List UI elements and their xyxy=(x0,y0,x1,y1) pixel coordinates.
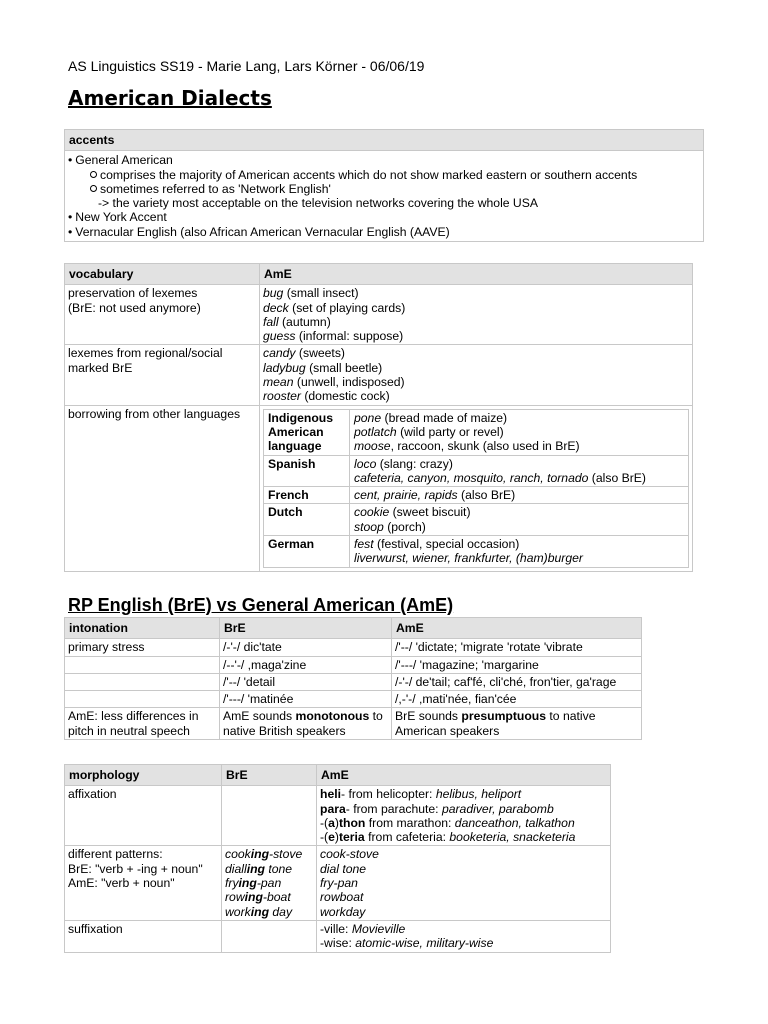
cell: /'--/ 'dictate; 'migrate 'rotate 'vibrate xyxy=(392,639,642,656)
table-row xyxy=(65,285,693,345)
text-run: potlatch xyxy=(354,424,397,439)
gloss: (unwell, indisposed) xyxy=(293,375,405,390)
text-run: dial tone xyxy=(320,861,367,876)
text-run: -ville: xyxy=(320,921,352,936)
text-run: (porch) xyxy=(383,519,426,534)
text-run: -stove xyxy=(269,847,303,862)
circle-bullet-icon xyxy=(90,185,97,192)
text-run: (also BrE) xyxy=(588,470,646,485)
text-run: BrE sounds xyxy=(395,709,462,724)
text-run: day xyxy=(269,904,293,919)
cell: /,-'-/ ,mati'née, fian'cée xyxy=(392,691,642,708)
text-run: moose xyxy=(354,439,391,454)
term: ladybug xyxy=(263,360,306,375)
label-line: lexemes from regional/social marked BrE xyxy=(68,346,223,375)
gloss: (autumn) xyxy=(278,314,331,329)
row-label xyxy=(65,405,260,571)
label-line: borrowing from other languages xyxy=(68,406,241,421)
document-header: AS Linguistics SS19 - Marie Lang, Lars Körner - 06/06/19 xyxy=(68,58,425,74)
term: deck xyxy=(263,300,289,315)
list-item-text: sometimes referred to as 'Network English' xyxy=(100,181,331,196)
intonation-table xyxy=(64,617,642,740)
cell: /-'-/ dic'tate xyxy=(220,639,392,656)
table-row xyxy=(65,639,642,656)
text-run: cook-stove xyxy=(320,847,379,862)
cell xyxy=(392,708,642,740)
vocab-entry xyxy=(263,315,689,329)
cell-line: AmE: "verb + noun" xyxy=(68,876,175,891)
text-run: fry-pan xyxy=(320,876,358,891)
borrowing-row xyxy=(264,455,689,487)
text-run: from cafeteria: xyxy=(364,830,450,845)
table-row xyxy=(65,405,693,571)
list-item xyxy=(68,225,700,239)
cell: /'--/ 'detail xyxy=(220,673,392,690)
text-run: fry xyxy=(225,876,239,891)
text-run: workday xyxy=(320,904,366,919)
circle-bullet-icon xyxy=(90,171,97,178)
text-run: fest xyxy=(354,537,374,552)
cell-line xyxy=(225,876,313,890)
cell xyxy=(317,786,611,846)
text-run: cent, prairie, rapids xyxy=(354,488,458,503)
section-title: RP English (BrE) vs General American (AmE) xyxy=(68,595,454,615)
bullet-icon: • xyxy=(68,224,73,239)
word-line xyxy=(354,537,684,551)
list-item xyxy=(68,182,700,196)
accents-table xyxy=(64,129,704,242)
vocab-entry xyxy=(263,361,689,375)
text-run: ) xyxy=(334,815,339,830)
borrowing-row xyxy=(264,536,689,568)
row-values xyxy=(260,285,693,345)
cell-line xyxy=(225,847,313,861)
cell-line xyxy=(225,890,313,904)
text-run: Movieville xyxy=(351,921,406,936)
list-item xyxy=(68,210,700,224)
vocabulary-table xyxy=(64,263,693,572)
language-label: German xyxy=(264,536,350,568)
vocab-entry xyxy=(263,389,689,403)
table-row xyxy=(65,708,642,740)
label-line: (BrE: not used anymore) xyxy=(68,300,201,315)
cell xyxy=(65,846,222,920)
text-run: ing xyxy=(250,847,270,862)
borrowing-row xyxy=(264,504,689,536)
text-run: atomic-wise, military-wise xyxy=(355,936,494,951)
list-item xyxy=(68,153,700,167)
text-run: -pan xyxy=(256,876,282,891)
text-run: monotonous xyxy=(295,709,370,724)
text-run: tone xyxy=(264,861,293,876)
word-line xyxy=(354,457,684,471)
text-run: stoop xyxy=(354,519,384,534)
table-row xyxy=(65,345,693,405)
cell xyxy=(317,846,611,920)
cell: /'---/ 'matinée xyxy=(220,691,392,708)
text-run: teria xyxy=(338,830,365,845)
intonation-header: intonation xyxy=(65,618,220,639)
language-words xyxy=(350,536,689,568)
table-row xyxy=(65,656,642,673)
borrowing-row xyxy=(264,409,689,455)
text-run: ing xyxy=(250,904,270,919)
cell: AmE: less differences in pitch in neutral speech xyxy=(65,708,220,740)
language-label: French xyxy=(264,487,350,504)
text-run: -( xyxy=(320,815,329,830)
ame-header: AmE xyxy=(317,765,611,786)
term: fall xyxy=(263,314,279,329)
text-run: (also BrE) xyxy=(457,488,516,503)
cell: primary stress xyxy=(65,639,220,656)
word-line xyxy=(354,471,684,485)
cell-line: affixation xyxy=(68,787,117,802)
bullet-icon: • xyxy=(68,153,73,168)
word-line xyxy=(354,411,684,425)
cell xyxy=(65,691,220,708)
gloss: (small insect) xyxy=(283,286,359,301)
vocab-entry xyxy=(263,346,689,360)
vocab-entry xyxy=(263,286,689,300)
text-run: (slang: crazy) xyxy=(376,456,453,471)
text-run: -( xyxy=(320,830,329,845)
row-values xyxy=(260,405,693,571)
text-run: ) xyxy=(334,830,339,845)
text-run: thon xyxy=(338,815,366,830)
morphology-header: morphology xyxy=(65,765,222,786)
list-item-text: comprises the majority of American accents which do not show marked eastern or southern accents xyxy=(100,167,638,182)
list-item-text: General American xyxy=(75,153,173,168)
gloss: (set of playing cards) xyxy=(288,300,406,315)
list-item xyxy=(68,168,700,182)
table-row xyxy=(65,786,611,846)
text-run: helibus, heliport xyxy=(435,787,522,802)
gloss: (small beetle) xyxy=(305,360,383,375)
cell-line xyxy=(320,847,607,861)
label-line: preservation of lexemes xyxy=(68,286,198,301)
text-run: ing xyxy=(246,861,265,876)
text-run: ing xyxy=(238,876,257,891)
row-values xyxy=(260,345,693,405)
cell: /--'-/ ,maga'zine xyxy=(220,656,392,673)
term: guess xyxy=(263,329,296,344)
table-row xyxy=(65,673,642,690)
bullet-icon: • xyxy=(68,210,73,225)
table-row xyxy=(65,846,611,920)
text-run: danceathon, talkathon xyxy=(454,815,575,830)
cell-line: BrE: "verb + -ing + noun" xyxy=(68,861,203,876)
cell-line xyxy=(320,862,607,876)
bre-header: BrE xyxy=(220,618,392,639)
gloss: (sweets) xyxy=(295,346,345,361)
word-line xyxy=(354,505,684,519)
cell-line xyxy=(320,905,607,919)
text-run: cookie xyxy=(354,505,390,520)
text-run: para xyxy=(320,801,346,816)
vocab-entry xyxy=(263,329,689,343)
text-run: work xyxy=(225,904,251,919)
cell-line xyxy=(320,876,607,890)
list-item xyxy=(68,196,700,210)
text-run: (sweet biscuit) xyxy=(389,505,471,520)
borrowing-row xyxy=(264,487,689,504)
word-line xyxy=(354,425,684,439)
list-item-text: -> the variety most acceptable on the television networks covering the whole USA xyxy=(98,196,538,211)
borrowing-table xyxy=(263,409,689,568)
cell-line xyxy=(320,816,607,830)
text-run: e xyxy=(328,830,335,845)
cell xyxy=(222,786,317,846)
text-run: diall xyxy=(225,861,247,876)
table-row xyxy=(65,691,642,708)
cell xyxy=(65,656,220,673)
term: bug xyxy=(263,286,284,301)
word-line xyxy=(354,488,684,502)
text-run: pone xyxy=(354,410,382,425)
text-run: cook xyxy=(225,847,251,862)
word-line xyxy=(354,551,684,565)
language-words xyxy=(350,504,689,536)
cell xyxy=(65,673,220,690)
text-run: ing xyxy=(244,890,263,905)
gloss: (domestic cock) xyxy=(300,389,390,404)
cell xyxy=(65,920,222,952)
term: rooster xyxy=(263,389,301,404)
text-run: cafeteria, canyon, mosquito, ranch, tornado xyxy=(354,470,589,485)
cell-line xyxy=(320,922,607,936)
cell-line xyxy=(320,830,607,844)
text-run: -wise: xyxy=(320,936,356,951)
page-title: American Dialects xyxy=(68,86,272,110)
text-run: row xyxy=(225,890,245,905)
cell xyxy=(65,786,222,846)
word-line xyxy=(354,520,684,534)
vocab-entry xyxy=(263,301,689,315)
morphology-table xyxy=(64,764,611,953)
text-run: (festival, special occasion) xyxy=(373,537,520,552)
cell xyxy=(220,708,392,740)
text-run: heli xyxy=(320,787,341,802)
text-run: rowboat xyxy=(320,890,364,905)
cell-line xyxy=(320,890,607,904)
text-run: loco xyxy=(354,456,377,471)
cell-line xyxy=(225,862,313,876)
cell: /'---/ 'magazine; 'margarine xyxy=(392,656,642,673)
accents-list xyxy=(65,151,704,242)
cell xyxy=(317,920,611,952)
vocabulary-header: vocabulary xyxy=(65,264,260,285)
language-label: Dutch xyxy=(264,504,350,536)
text-run: from marathon: xyxy=(365,815,455,830)
text-run: (wild party or revel) xyxy=(396,424,504,439)
text-run: , raccoon, skunk (also used in BrE) xyxy=(390,439,580,454)
text-run: AmE sounds xyxy=(223,709,296,724)
text-run: paradiver, parabomb xyxy=(441,801,554,816)
gloss: (informal: suppose) xyxy=(295,329,404,344)
language-label: Spanish xyxy=(264,455,350,487)
cell-line: different patterns: xyxy=(68,847,163,862)
language-words xyxy=(350,455,689,487)
cell-line: suffixation xyxy=(68,921,123,936)
text-run: - from helicopter: xyxy=(341,787,436,802)
cell-line xyxy=(320,802,607,816)
cell xyxy=(222,846,317,920)
word-line xyxy=(354,439,684,453)
text-run: liverwurst, wiener, frankfurter, (ham)burger xyxy=(354,551,583,566)
ame-header: AmE xyxy=(260,264,693,285)
language-words xyxy=(350,487,689,504)
text-run: presumptuous xyxy=(461,709,547,724)
text-run: a xyxy=(328,815,335,830)
bre-header: BrE xyxy=(222,765,317,786)
cell xyxy=(222,920,317,952)
text-run: -boat xyxy=(262,890,291,905)
list-item-text: Vernacular English (also African American Vernacular English (AAVE) xyxy=(75,224,450,239)
text-run: (bread made of maize) xyxy=(381,410,508,425)
row-label xyxy=(65,285,260,345)
accents-heading: accents xyxy=(65,130,704,151)
language-label: Indigenous American language xyxy=(264,409,350,455)
language-words xyxy=(350,409,689,455)
table-row xyxy=(65,920,611,952)
term: candy xyxy=(263,346,296,361)
vocab-entry xyxy=(263,375,689,389)
list-item-text: New York Accent xyxy=(75,210,167,225)
cell: /-'-/ de'tail; caf'fé, cli'ché, fron'tier, ga'rage xyxy=(392,673,642,690)
text-run: to native American speakers xyxy=(395,709,596,738)
cell-line xyxy=(320,936,607,950)
ame-header: AmE xyxy=(392,618,642,639)
text-run: booketeria, snacketeria xyxy=(449,830,576,845)
text-run: to native British speakers xyxy=(223,709,383,738)
cell-line xyxy=(320,787,607,801)
term: mean xyxy=(263,375,294,390)
cell-line xyxy=(225,905,313,919)
text-run: - from parachute: xyxy=(345,801,442,816)
row-label xyxy=(65,345,260,405)
